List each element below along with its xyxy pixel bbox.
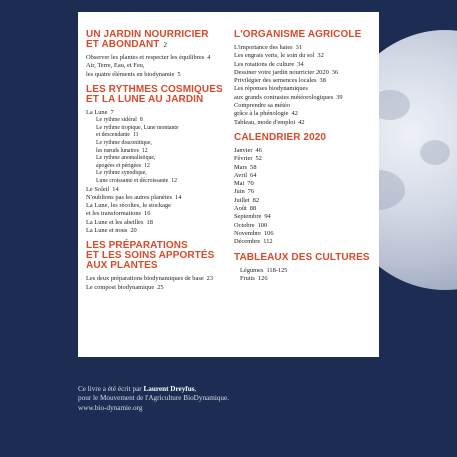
toc-entry[interactable] [234,238,376,246]
toc-entry-text: Le rythme draconitique, [96,139,152,146]
toc-entry-text: N'oublions pas les autres planètes 14 [86,193,182,201]
page-number: 5 [177,70,181,78]
toc-entry-text: Les réponses biodynamiques [234,85,308,93]
toc-entry-text: Janvier 46 [234,146,262,154]
toc-entry[interactable] [86,227,231,235]
toc-entry[interactable] [234,188,376,196]
toc-entry-text: Privilégier des semences locales 38 [234,77,326,85]
section-heading-line: ET ABONDANT 2 [86,39,168,50]
toc-entry[interactable] [234,197,376,205]
toc-entry[interactable] [234,69,376,77]
page-number: 12 [141,147,148,154]
toc-entry[interactable] [234,102,376,119]
page-number: 20 [130,227,137,235]
toc-right-column [234,30,376,283]
page-number: 58 [250,163,257,171]
toc-entry-text: Février 52 [234,155,262,163]
toc-entry-text: Le rythme anomalistique, [96,155,156,162]
page-number: 39 [336,93,343,101]
toc-entry[interactable] [86,155,231,170]
toc-entry-text: Mai 70 [234,180,254,188]
toc-entry-text: Les engrais verts, le soin du sol 32 [234,52,324,60]
toc-entry[interactable] [86,186,231,194]
toc-entry-text: Mars 58 [234,163,257,171]
toc-entry-text: Juillet 82 [234,196,260,204]
toc-entry[interactable] [86,54,231,62]
section-heading-line: LES PRÉPARATIONS [86,240,188,252]
toc-entry[interactable] [234,230,376,238]
page-number: 14 [175,193,182,201]
section-heading [234,253,376,263]
toc-entry[interactable] [86,62,231,79]
toc-entry-text: Novembre 106 [234,229,274,237]
toc-entry-text: les quatre éléments en biodynamie 5 [86,70,181,78]
section-heading-line: ET LES SOINS APPORTÉS [86,250,215,262]
toc-entry[interactable] [234,85,376,102]
toc-entry[interactable] [234,155,376,163]
toc-entry-text: La Lune, les récoltes, le stockage [86,202,171,210]
page-number: 23 [206,275,214,283]
page-number: 8 [139,117,143,124]
toc-entry-text: Octobre 100 [234,221,268,229]
toc-entry-text: grâce à la phénologie 42 [234,110,298,118]
toc-entry-text: L'importance des haies 31 [234,44,303,51]
section-heading-line: L'ORGANISME AGRICOLE [234,29,362,40]
page-number: 12 [171,177,178,184]
section-heading [234,133,376,143]
toc-entry[interactable] [234,44,376,52]
section-heading [86,30,231,50]
page-number: 126 [257,274,268,282]
page-number: 34 [297,60,304,68]
toc-entry-text: Le rythme synodique, [96,170,147,177]
toc-entry-text: Août 88 [234,205,257,213]
toc-entry-text: apogées et périgées 12 [96,162,150,169]
section-heading-line: CALENDRIER 2020 [234,131,327,143]
page-number: 76 [247,188,255,196]
toc-entry-text: Les deux préparations biodynamiques de base 23 [86,275,214,283]
toc-entry[interactable] [86,284,231,292]
table-of-contents-card [78,12,379,357]
toc-entry-text: Décembre 112 [234,238,273,246]
toc-entry[interactable] [234,275,376,283]
page-number: 70 [247,180,254,188]
toc-entry-text: Les rotations de culture 34 [234,60,304,68]
section-heading-line: ET LA LUNE AU JARDIN [86,93,204,105]
page-number: 11 [132,132,139,139]
toc-entry-text: La Lune et nous 20 [86,227,137,235]
toc-entry-text: Tableau, mode d'emploi 42 [234,118,305,126]
toc-entry[interactable] [234,119,376,127]
page-number: 38 [319,77,326,85]
toc-entry[interactable] [234,222,376,230]
page-number: 52 [255,155,262,163]
credits-line-2: pour le Mouvement de l'Agriculture BioDynamique. [78,394,230,403]
author-name: Laurent Dreyfus [143,385,195,393]
credits-line-1: Ce livre a été écrit par Laurent Dreyfus, [78,385,197,393]
toc-entry[interactable] [234,205,376,213]
toc-entry[interactable] [234,164,376,172]
toc-entry-text: Septembre 94 [234,213,271,221]
toc-entry-text: Le rythme tropique, Lune montante [96,124,179,131]
section-heading-line: UN JARDIN NOURRICIER [86,29,209,40]
page-number: 2 [163,41,168,49]
toc-entry-text: et descendante 11 [96,132,139,139]
toc-entry[interactable] [86,140,231,155]
toc-entry-text: Comprendre sa météo [234,102,291,110]
toc-entry[interactable] [234,52,376,60]
toc-entry-text: Le Soleil 14 [86,185,119,193]
toc-entry[interactable] [86,170,231,185]
toc-entry-text: Dessiner votre jardin nourricier 2020 36 [234,68,339,76]
credits-footer [78,385,378,413]
toc-entry[interactable] [234,77,376,85]
toc-entry-text: Légumes 118-125 [240,266,288,274]
toc-entry[interactable] [234,172,376,180]
page-number: 12 [144,162,150,169]
toc-entry[interactable] [86,117,231,125]
page-number: 46 [255,146,262,154]
toc-entry[interactable] [86,275,231,283]
page-number: 94 [264,213,271,221]
toc-entry-text: La Lune et les abeilles 18 [86,218,153,226]
page-number: 42 [291,110,298,118]
page-number: 25 [157,283,164,291]
page-number: 7 [110,108,114,116]
page-number: 14 [112,185,119,193]
toc-entry[interactable] [234,213,376,221]
toc-entry-text: Juin 76 [234,188,255,196]
page-number: 36 [331,68,339,76]
toc-entry-text: Observer les plantes et respecter les équilibres 4 [86,54,211,61]
toc-entry[interactable] [86,219,231,227]
page-number: 4 [207,54,211,61]
page-number: 42 [298,118,305,126]
toc-entry-text: Air, Terre, Eau, et Feu, [86,62,145,70]
page-number: 88 [249,205,257,213]
toc-entry-text: Fruits 126 [240,274,268,282]
page-number: 31 [295,44,303,51]
toc-entry[interactable] [86,194,231,202]
page-number: 18 [146,218,153,226]
toc-entry-text: Lune croissante et décroissante 12 [96,177,178,184]
toc-entry[interactable] [234,147,376,155]
section-heading-line: TABLEAUX DES CULTURES [234,251,370,263]
toc-entry[interactable] [234,61,376,69]
toc-entry[interactable] [234,180,376,188]
toc-left-column [86,30,231,292]
toc-entry[interactable] [86,202,231,219]
page-number: 16 [144,210,151,218]
toc-entry-text: Le compost biodynamique 25 [86,283,164,291]
page-number: 112 [263,238,273,246]
toc-entry[interactable] [86,109,231,117]
website-link[interactable]: www.bio-dynamie.org [78,403,143,412]
toc-entry[interactable] [86,125,231,140]
toc-entry[interactable] [234,267,376,275]
section-heading-line: AUX PLANTES [86,260,158,272]
section-heading [86,241,231,271]
toc-entry-text: La Lune 7 [86,108,114,116]
toc-entry-text: Le rythme sidéral 8 [96,117,143,124]
section-heading [86,85,231,105]
toc-entry-text: et les transformations 16 [86,210,151,218]
page-number: 64 [250,171,257,179]
section-heading [234,30,376,40]
page-number: 82 [252,196,260,204]
toc-entry-text: aux grands contrastes météorologiques 39 [234,93,343,101]
page-number: 32 [317,52,324,60]
toc-entry-text: Avril 64 [234,171,257,179]
page-number: 100 [257,221,268,229]
toc-entry-text: les nœuds lunaires 12 [96,147,148,154]
page-number: 106 [263,229,274,237]
section-heading-line: LES RYTHMES COSMIQUES [86,83,223,95]
page-number: 118-125 [266,266,288,274]
